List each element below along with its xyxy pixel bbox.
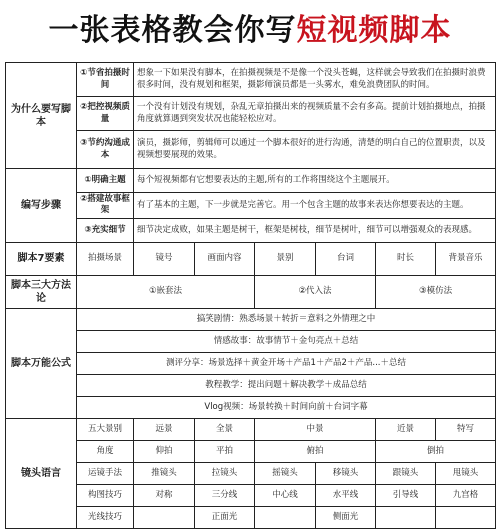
lens-cell: 三分线 bbox=[195, 484, 255, 506]
lens-cell: 特写 bbox=[436, 418, 496, 440]
step-label-1: ①明确主题 bbox=[77, 169, 134, 193]
why-header: 为什么要写脚本 bbox=[6, 63, 77, 169]
page-title bbox=[0, 0, 500, 62]
formula-item: Vlog视频：场景转换＋时间向前＋台词字幕 bbox=[77, 396, 496, 418]
lens-cell: 倒拍 bbox=[376, 440, 496, 462]
lens-cell bbox=[376, 506, 436, 528]
element-item: 台词 bbox=[316, 242, 376, 275]
why-row-3 bbox=[6, 131, 496, 169]
formula-item: 情感故事：故事情节＋金句亮点＋总结 bbox=[77, 330, 496, 352]
step-row-2 bbox=[6, 193, 496, 219]
step-row-3 bbox=[6, 218, 496, 242]
lens-cell: 推镜头 bbox=[134, 462, 195, 484]
element-item: 镜号 bbox=[134, 242, 195, 275]
lens-row-angle bbox=[6, 440, 496, 462]
formula-row-5 bbox=[6, 396, 496, 418]
lens-cell: 平拍 bbox=[195, 440, 255, 462]
lens-cell: 移镜头 bbox=[316, 462, 376, 484]
lens-cell: 引导线 bbox=[376, 484, 436, 506]
lens-cell bbox=[255, 506, 316, 528]
lens-label: 构图技巧 bbox=[77, 484, 134, 506]
lens-cell bbox=[134, 506, 195, 528]
step-label-2: ②搭建故事框架 bbox=[77, 193, 134, 219]
lens-cell: 侧面光 bbox=[316, 506, 376, 528]
formula-row-3 bbox=[6, 352, 496, 374]
method-row bbox=[6, 275, 496, 308]
lens-cell: 中景 bbox=[255, 418, 376, 440]
lens-label: 角度 bbox=[77, 440, 134, 462]
why-text-1: 想象一下如果没有脚本，在拍摄视频是不是像一个没头苍蝇，这样就会导致我们在拍摄时浪费很多时间，没有规划和框架，摄影师演员都是一头雾水，难免浪费团队的时间。 bbox=[134, 63, 496, 97]
lens-row-lighting bbox=[6, 506, 496, 528]
lens-cell: 甩镜头 bbox=[436, 462, 496, 484]
lens-cell: 俯拍 bbox=[255, 440, 376, 462]
why-label-3: ③节约沟通成本 bbox=[77, 131, 134, 169]
lens-header: 镜头语言 bbox=[6, 418, 77, 528]
steps-header: 编写步骤 bbox=[6, 169, 77, 243]
lens-cell: 仰拍 bbox=[134, 440, 195, 462]
lens-cell: 中心线 bbox=[255, 484, 316, 506]
lens-cell: 九宫格 bbox=[436, 484, 496, 506]
why-row-1 bbox=[6, 63, 496, 97]
method-item: ③模仿法 bbox=[376, 275, 496, 308]
element-item: 景别 bbox=[255, 242, 316, 275]
method-header: 脚本三大方法论 bbox=[6, 275, 77, 308]
lens-row-shot-size bbox=[6, 418, 496, 440]
lens-row-composition bbox=[6, 484, 496, 506]
lens-cell: 拉镜头 bbox=[195, 462, 255, 484]
step-row-1 bbox=[6, 169, 496, 193]
lens-cell: 全景 bbox=[195, 418, 255, 440]
formula-item: 测评分享：场景选择＋黄金开场＋产品1＋产品2＋产品...＋总结 bbox=[77, 352, 496, 374]
step-text-3: 细节决定成败，如果主题是树干，框架是树枝，细节是树叶，细节可以增强观众的表现感。 bbox=[134, 218, 496, 242]
element-item: 背景音乐 bbox=[436, 242, 496, 275]
formula-row-4 bbox=[6, 374, 496, 396]
elements-row bbox=[6, 242, 496, 275]
title-red: 短视频脚本 bbox=[296, 13, 452, 48]
lens-cell: 水平线 bbox=[316, 484, 376, 506]
formula-row-2 bbox=[6, 330, 496, 352]
lens-label: 运镜手法 bbox=[77, 462, 134, 484]
step-label-3: ③充实细节 bbox=[77, 218, 134, 242]
element-item: 时长 bbox=[376, 242, 436, 275]
why-text-2: 一个没有计划没有规划，杂乱无章拍摄出来的视频质量不会有多高。提前计划拍摄地点，拍摄角度就算遇到突发状况也能轻松应对。 bbox=[134, 97, 496, 131]
why-label-2: ②把控视频质量 bbox=[77, 97, 134, 131]
element-item: 拍摄场景 bbox=[77, 242, 134, 275]
formula-item: 教程教学：提出问题＋解决教学＋成品总结 bbox=[77, 374, 496, 396]
lens-row-camera-move bbox=[6, 462, 496, 484]
title-black: 一张表格教会你写 bbox=[48, 13, 297, 48]
lens-cell: 对称 bbox=[134, 484, 195, 506]
lens-label: 五大景别 bbox=[77, 418, 134, 440]
why-label-1: ①节省拍摄时间 bbox=[77, 63, 134, 97]
step-text-1: 每个短视频都有它想要表达的主题,所有的工作将围绕这个主题展开。 bbox=[134, 169, 496, 193]
method-item: ①嵌套法 bbox=[77, 275, 255, 308]
lens-cell: 近景 bbox=[376, 418, 436, 440]
lens-cell: 正面光 bbox=[195, 506, 255, 528]
lens-cell: 跟镜头 bbox=[376, 462, 436, 484]
formula-row-1 bbox=[6, 308, 496, 330]
lens-label: 光线技巧 bbox=[77, 506, 134, 528]
element-item: 画面内容 bbox=[195, 242, 255, 275]
formula-header: 脚本万能公式 bbox=[6, 308, 77, 418]
script-table bbox=[5, 62, 496, 529]
elements-header: 脚本7要素 bbox=[6, 242, 77, 275]
method-item: ②代入法 bbox=[255, 275, 376, 308]
formula-item: 搞笑剧情：熟悉场景＋转折＝意料之外情理之中 bbox=[77, 308, 496, 330]
lens-cell: 摇镜头 bbox=[255, 462, 316, 484]
why-row-2 bbox=[6, 97, 496, 131]
why-text-3: 演员，摄影师，剪辑师可以通过一个脚本很好的进行沟通，清楚的明白自己的位置职责，以及视频想要展现的效果。 bbox=[134, 131, 496, 169]
lens-cell bbox=[436, 506, 496, 528]
step-text-2: 有了基本的主题，下一步就是完善它。用一个包含主题的故事来表达你想要表达的主题。 bbox=[134, 193, 496, 219]
lens-cell: 远景 bbox=[134, 418, 195, 440]
